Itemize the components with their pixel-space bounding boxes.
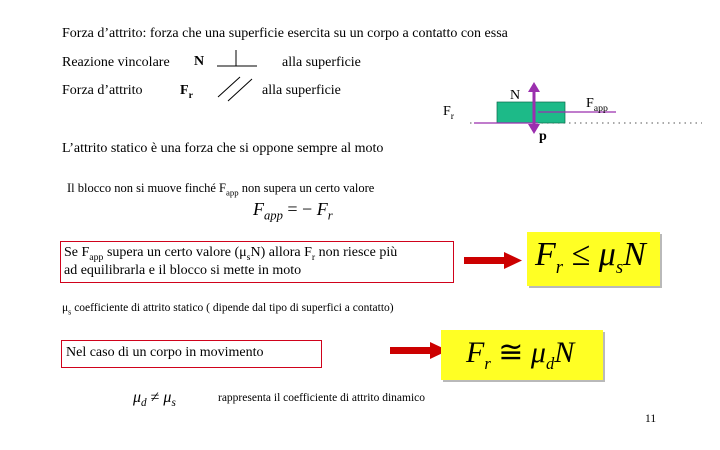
diagram-label-fapp: $F_{app}$: [586, 96, 608, 114]
perpendicular-icon: [217, 50, 257, 70]
formula-static: $F_r \le \mu_sN$: [535, 236, 646, 278]
box2-text: Nel caso di un corpo in movimento: [66, 345, 264, 360]
box1-line2: ad equilibrarla e il blocco si mette in moto: [64, 263, 302, 278]
n-arrowhead: [528, 82, 540, 92]
formula-dynamic: $F_r$ ≅ $\mu_dN$: [466, 336, 575, 373]
reaction-label: Reazione vincolare: [62, 55, 170, 70]
definition-text: Forza d’attrito: forza che una superficie esercita su un corpo a contatto con essa: [62, 26, 508, 41]
block-line: Il blocco non si muove finché $F_{app}$ non supera un certo valore: [67, 181, 375, 198]
red-arrow-icon: [464, 252, 522, 270]
friction-relation: alla superficie: [262, 83, 341, 98]
red-arrow-icon-2: [390, 342, 448, 360]
friction-symbol: $F_r$: [180, 83, 193, 101]
dynamic-note: rappresenta il coefficiente di attrito dinamico: [218, 392, 426, 404]
box1-line1: Se $F_{app}$ supera un certo valore $(\mu_sN)$ allora $F_r$ non riesce più: [64, 245, 398, 263]
coef-note: $\mu_s$ coefficiente di attrito statico ( dipende dal tipo di superfici a contatto): [62, 302, 394, 317]
page-number: 11: [645, 413, 657, 425]
equation-fapp-fr: $F_{app}$ = − $F_r$: [253, 199, 333, 223]
force-diagram: [450, 86, 720, 156]
diagram-label-n: N: [510, 88, 521, 103]
parallel-icon: [218, 75, 254, 103]
friction-label: Forza d’attrito: [62, 83, 143, 98]
reaction-symbol: N: [194, 54, 205, 69]
diagram-label-fr: $F_r$: [443, 104, 455, 122]
reaction-relation: alla superficie: [282, 55, 361, 70]
static-friction-text: L’attrito statico è una forza che si oppone sempre al moto: [62, 141, 384, 156]
mu-compare: $\mu_d \ne \mu_s$: [133, 389, 176, 410]
diagram-label-p: p: [539, 129, 547, 144]
